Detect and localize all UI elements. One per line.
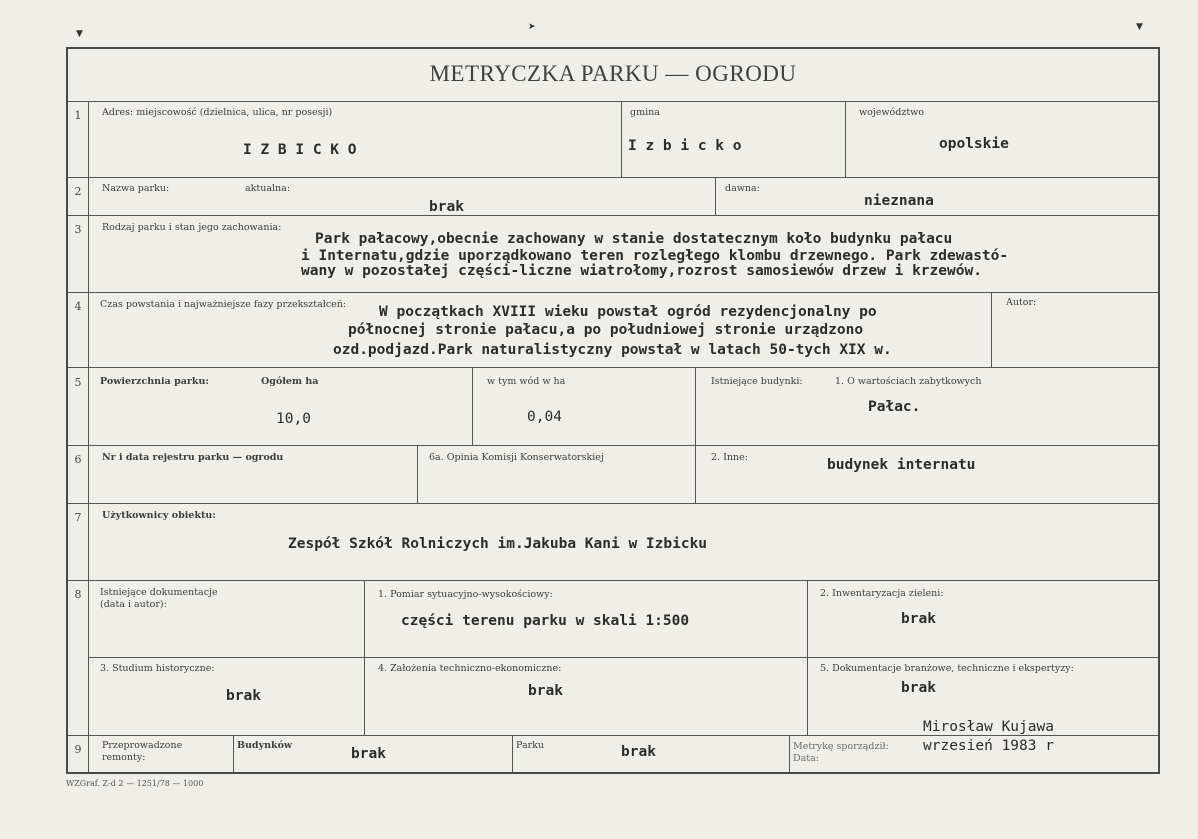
divider	[68, 503, 1158, 504]
documentation-label: Istniejące dokumentacje	[100, 587, 218, 598]
total-area-value: 10,0	[276, 411, 311, 427]
divider	[233, 735, 234, 772]
park-type-line: wany w pozostałej części-liczne wiatrołomy,rozrost samosiewów drzew i krzewów.	[301, 263, 982, 279]
row-number: 6	[74, 453, 82, 466]
technical-assumptions-value: brak	[528, 683, 563, 699]
row-number: 2	[74, 185, 82, 198]
commune-value: I z b i c k o	[628, 138, 742, 154]
voivodeship-label: województwo	[859, 107, 925, 118]
water-area-label: w tym wód w ha	[487, 376, 566, 387]
history-line: ozd.podjazd.Park naturalistyczny powstał w latach 50-tych XIX w.	[333, 342, 892, 358]
former-name-label: dawna:	[725, 183, 760, 194]
row-number: 9	[74, 743, 82, 756]
divider	[472, 367, 473, 445]
history-line: W początkach XVIII wieku powstał ogród rezydencjonalny po	[379, 304, 877, 320]
historical-study-value: brak	[226, 688, 261, 704]
documentation-sublabel: (data i autor):	[100, 599, 167, 610]
divider	[807, 580, 808, 735]
water-area-value: 0,04	[527, 409, 562, 425]
center-mark: ➤	[528, 22, 536, 32]
divider	[621, 101, 622, 177]
divider	[695, 367, 696, 503]
register-label: Nr i data rejestru parku — ogrodu	[102, 452, 284, 463]
divider	[68, 292, 1158, 293]
users-value: Zespół Szkół Rolniczych im.Jakuba Kani w Izbicku	[288, 536, 708, 552]
date-value: wrzesień 1983 r	[923, 738, 1054, 754]
buildings-label: Istniejące budynki:	[711, 376, 803, 387]
historical-study-label: 3. Studium historyczne:	[100, 663, 215, 674]
commune-label: gmina	[630, 107, 660, 118]
greenery-inventory-value: brak	[901, 611, 936, 627]
area-label: Powierzchnia parku:	[100, 376, 209, 387]
commission-opinion-label: 6a. Opinia Komisji Konserwatorskiej	[429, 452, 604, 463]
former-name-value: nieznana	[864, 193, 934, 209]
row-number: 1	[74, 109, 82, 122]
sector-docs-label: 5. Dokumentacje branżowe, techniczne i ekspertyzy:	[820, 663, 1074, 674]
date-label: Data:	[793, 753, 819, 764]
park-renovation-value: brak	[621, 744, 656, 760]
divider	[991, 292, 992, 367]
history-line: północnej stronie pałacu,a po południowej stronie urządzono	[348, 322, 864, 338]
park-record-card	[66, 47, 1160, 774]
renovations-label: Przeprowadzone	[102, 740, 183, 751]
divider	[68, 215, 1158, 216]
divider	[715, 177, 716, 215]
form-title: METRYCZKA PARKU — OGRODU	[429, 61, 797, 86]
users-label: Użytkownicy obiektu:	[102, 510, 216, 521]
prepared-by-label: Metrykę sporządził:	[793, 741, 889, 752]
other-buildings-value: budynek internatu	[827, 457, 976, 473]
address-value: I Z B I C K O	[243, 142, 357, 158]
row-number: 8	[74, 588, 82, 601]
buildings-renovation-label: Budynków	[237, 740, 293, 751]
park-type-line: i Internatu,gdzie uporządkowano teren rozległego klombu drzewnego. Park zdewastó-	[301, 248, 1009, 264]
historic-buildings-value: Pałac.	[868, 399, 921, 415]
divider	[417, 445, 418, 503]
divider	[68, 445, 1158, 446]
buildings-renovation-value: brak	[351, 746, 386, 762]
current-name-label: aktualna:	[245, 183, 291, 194]
author-label: Autor:	[1006, 297, 1037, 308]
historic-buildings-label: 1. O wartościach zabytkowych	[835, 376, 982, 387]
history-label: Czas powstania i najważniejsze fazy przekształceń:	[100, 299, 347, 310]
total-area-label: Ogółem ha	[261, 376, 319, 387]
park-renovation-label: Parku	[516, 740, 545, 751]
voivodeship-value: opolskie	[939, 136, 1009, 152]
park-name-label: Nazwa parku:	[102, 183, 170, 194]
park-type-line: Park pałacowy,obecnie zachowany w stanie dostatecznym koło budynku pałacu	[315, 231, 953, 247]
number-column-line	[88, 101, 89, 772]
row-number: 7	[74, 511, 82, 524]
greenery-inventory-label: 2. Inwentaryzacja zieleni:	[820, 588, 944, 599]
divider	[364, 580, 365, 735]
row-number: 5	[74, 376, 82, 389]
prepared-by-value: Mirosław Kujawa	[923, 719, 1054, 735]
other-buildings-label: 2. Inne:	[711, 452, 748, 463]
survey-value: części terenu parku w skali 1:500	[401, 613, 690, 629]
address-label: Adres: miejscowość (dzielnica, ulica, nr posesji)	[102, 107, 333, 118]
print-footer: WZGraf. Z-d 2 — 1251/78 — 1000	[66, 779, 204, 788]
divider	[68, 101, 1158, 102]
survey-label: 1. Pomiar sytuacyjno-wysokościowy:	[378, 589, 553, 600]
corner-mark: ▼	[1136, 22, 1143, 32]
divider	[512, 735, 513, 772]
park-type-label: Rodzaj parku i stan jego zachowania:	[102, 222, 282, 233]
divider	[789, 735, 790, 772]
divider	[68, 367, 1158, 368]
corner-mark: ▼	[76, 29, 83, 39]
divider	[88, 657, 1158, 658]
divider	[845, 101, 846, 177]
divider	[68, 177, 1158, 178]
row-number: 4	[74, 300, 82, 313]
row-number: 3	[74, 223, 82, 236]
technical-assumptions-label: 4. Założenia techniczno-ekonomiczne:	[378, 663, 562, 674]
renovations-sublabel: remonty:	[102, 752, 146, 763]
sector-docs-value: brak	[901, 680, 936, 696]
current-name-value: brak	[429, 199, 464, 215]
divider	[68, 580, 1158, 581]
